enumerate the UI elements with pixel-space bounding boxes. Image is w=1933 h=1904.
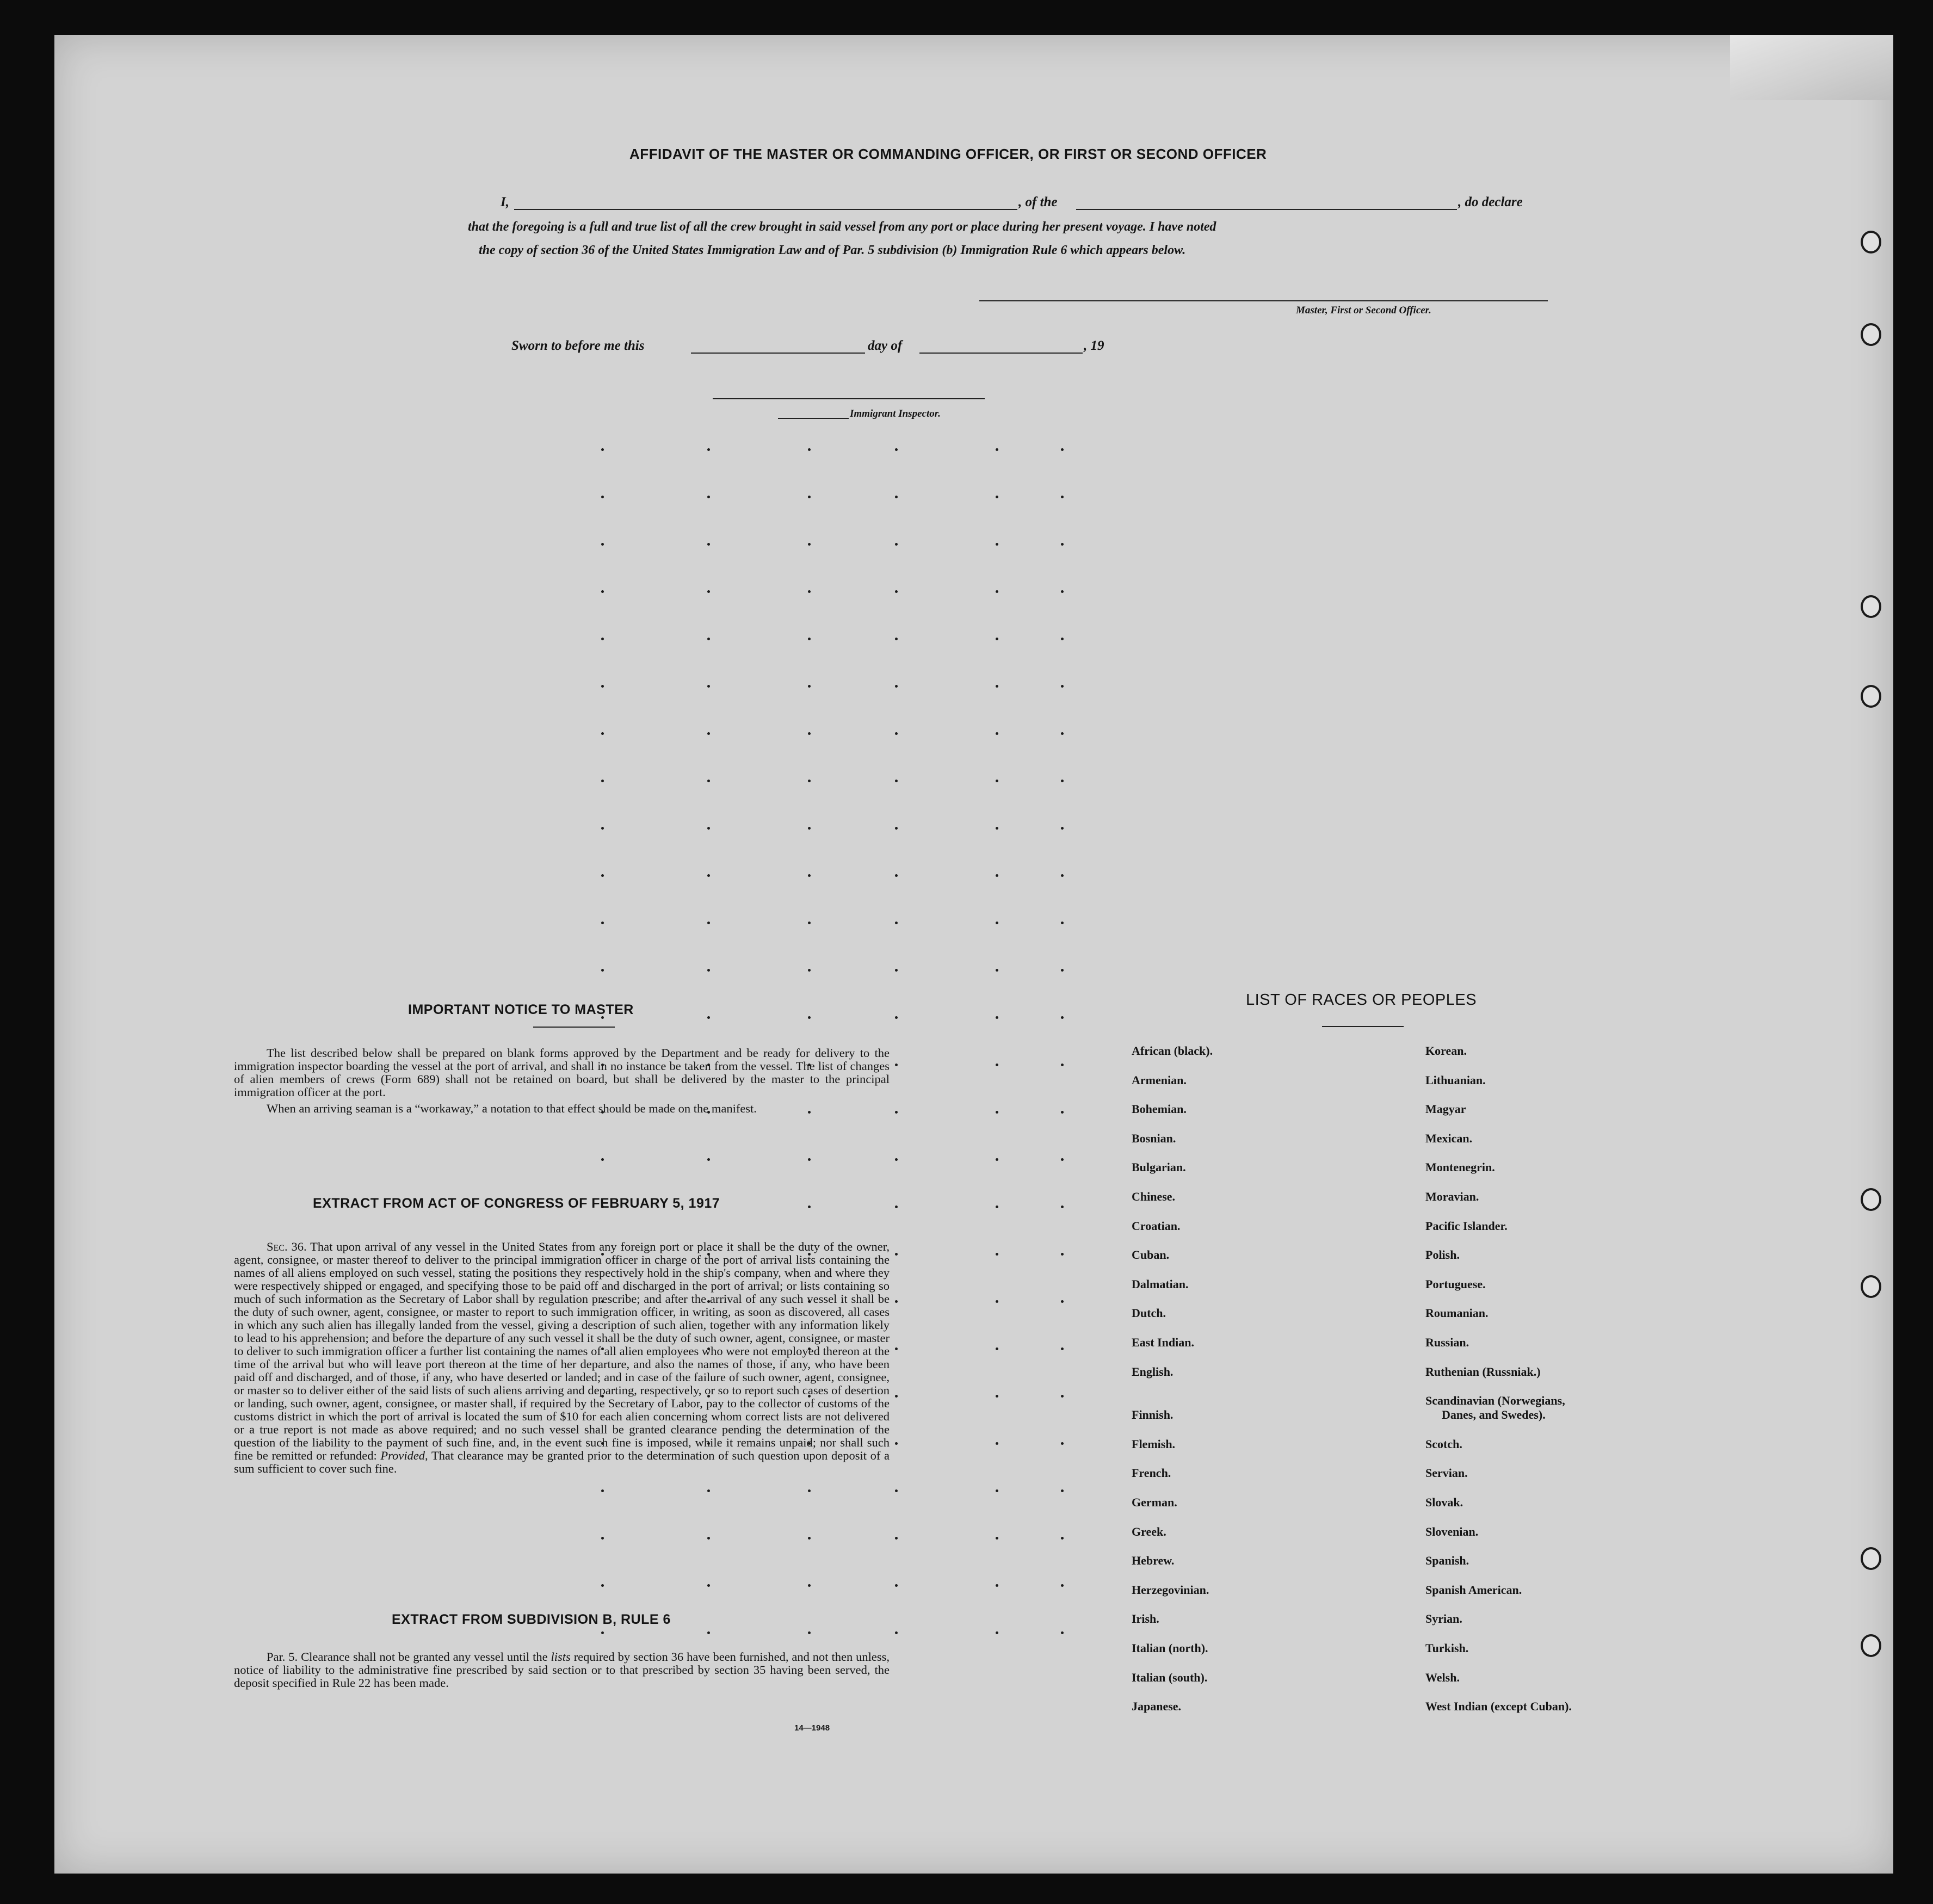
dot bbox=[895, 1489, 898, 1492]
dot bbox=[895, 1347, 898, 1350]
dot bbox=[601, 1158, 604, 1161]
race-item: Croatian. bbox=[1132, 1219, 1181, 1233]
dot bbox=[895, 1584, 898, 1587]
act-text-tail: That clearance may be granted prior to the determination of such question upon deposit of a sum sufficient to cover such fine. bbox=[234, 1449, 890, 1475]
race-item: Danes, and Swedes). bbox=[1442, 1408, 1546, 1422]
dot bbox=[808, 922, 811, 924]
dot bbox=[895, 1631, 898, 1634]
dot bbox=[996, 1631, 998, 1634]
folded-corner bbox=[1730, 35, 1893, 100]
race-item: Roumanian. bbox=[1425, 1306, 1489, 1320]
dot bbox=[996, 732, 998, 735]
dot bbox=[1061, 638, 1064, 640]
dot bbox=[996, 1300, 998, 1303]
dot bbox=[1061, 1016, 1064, 1019]
dot bbox=[895, 638, 898, 640]
races-title-rule bbox=[1322, 1026, 1404, 1027]
dot bbox=[601, 590, 604, 593]
dot bbox=[601, 685, 604, 688]
dot bbox=[707, 1584, 710, 1587]
dot bbox=[707, 1631, 710, 1634]
dot bbox=[1061, 1158, 1064, 1161]
race-item: Turkish. bbox=[1425, 1641, 1469, 1655]
master-signature-label: Master, First or Second Officer. bbox=[1296, 305, 1431, 316]
dot bbox=[895, 780, 898, 782]
race-item: Irish. bbox=[1132, 1612, 1159, 1626]
dot bbox=[996, 780, 998, 782]
dot bbox=[707, 1489, 710, 1492]
punch-hole bbox=[1861, 323, 1881, 346]
race-item: Scandinavian (Norwegians, bbox=[1425, 1394, 1565, 1408]
inspector-signature-line-short bbox=[778, 418, 849, 419]
dot bbox=[808, 874, 811, 877]
race-item: Flemish. bbox=[1132, 1437, 1176, 1451]
dot bbox=[895, 827, 898, 830]
race-item: Portuguese. bbox=[1425, 1277, 1486, 1291]
race-item: Dutch. bbox=[1132, 1306, 1166, 1320]
dot bbox=[1061, 827, 1064, 830]
dot bbox=[996, 638, 998, 640]
dot bbox=[1061, 1111, 1064, 1114]
dot bbox=[895, 1111, 898, 1114]
punch-hole bbox=[1861, 1634, 1881, 1657]
notice-para-1: The list described below shall be prepared on blank forms approved by the Department and be ready for delivery to the immigration inspector boarding the vessel at the port of arrival, and shall in no instance be taken from the vessel. The list of changes of alien members of crews (Form 689) shall not be retained on board, but shall be delivered by the master to the principal immigration officer at the port. bbox=[234, 1046, 890, 1099]
dot bbox=[1061, 1253, 1064, 1256]
dot bbox=[895, 1442, 898, 1445]
dot bbox=[1061, 922, 1064, 924]
dot bbox=[895, 1016, 898, 1019]
dot bbox=[1061, 1300, 1064, 1303]
dot bbox=[996, 1016, 998, 1019]
act-extract-title: EXTRACT FROM ACT OF CONGRESS OF FEBRUARY 5, 1917 bbox=[313, 1196, 720, 1211]
race-item: Lithuanian. bbox=[1425, 1073, 1486, 1087]
dot bbox=[996, 874, 998, 877]
dot bbox=[895, 1206, 898, 1208]
dot bbox=[808, 1584, 811, 1587]
punch-hole bbox=[1861, 231, 1881, 254]
sworn-day-of: day of bbox=[868, 338, 903, 353]
race-item: West Indian (except Cuban). bbox=[1425, 1699, 1572, 1714]
dot bbox=[601, 638, 604, 640]
dot bbox=[808, 827, 811, 830]
races-title: LIST OF RACES OR PEOPLES bbox=[1246, 991, 1477, 1009]
race-item: Bulgarian. bbox=[1132, 1160, 1186, 1174]
dot bbox=[601, 969, 604, 972]
dot bbox=[1061, 685, 1064, 688]
dot bbox=[895, 1300, 898, 1303]
dot bbox=[996, 1111, 998, 1114]
dot bbox=[895, 1537, 898, 1540]
race-item: Montenegrin. bbox=[1425, 1160, 1495, 1174]
race-item: Pacific Islander. bbox=[1425, 1219, 1508, 1233]
race-item: Bosnian. bbox=[1132, 1131, 1176, 1145]
dot bbox=[1061, 590, 1064, 593]
dot bbox=[996, 1064, 998, 1066]
dot bbox=[808, 448, 811, 451]
race-item: Scotch. bbox=[1425, 1437, 1462, 1451]
dot bbox=[601, 496, 604, 498]
dot bbox=[808, 543, 811, 546]
dot bbox=[1061, 732, 1064, 735]
dot bbox=[808, 685, 811, 688]
dot bbox=[895, 969, 898, 972]
dot bbox=[707, 827, 710, 830]
race-item: Korean. bbox=[1425, 1044, 1467, 1058]
notice-para-2: When an arriving seaman is a “workaway,” a notation to that effect should be made on the manifest. bbox=[267, 1102, 757, 1115]
race-item: French. bbox=[1132, 1466, 1171, 1480]
race-item: Italian (north). bbox=[1132, 1641, 1208, 1655]
dot bbox=[601, 1584, 604, 1587]
race-item: Hebrew. bbox=[1132, 1554, 1175, 1568]
punch-hole bbox=[1861, 1547, 1881, 1570]
race-item: African (black). bbox=[1132, 1044, 1213, 1058]
race-item: Slovak. bbox=[1425, 1495, 1463, 1509]
dot bbox=[1061, 1584, 1064, 1587]
sworn-year-prefix: , 19 bbox=[1084, 338, 1104, 353]
dot bbox=[1061, 874, 1064, 877]
dot bbox=[808, 496, 811, 498]
race-item: Chinese. bbox=[1132, 1190, 1176, 1203]
dot bbox=[1061, 780, 1064, 782]
dot bbox=[1061, 1489, 1064, 1492]
race-item: Herzegovinian. bbox=[1132, 1582, 1209, 1597]
dot bbox=[1061, 1537, 1064, 1540]
inspector-label: Immigrant Inspector. bbox=[850, 408, 941, 419]
dot bbox=[996, 1395, 998, 1398]
punch-hole bbox=[1861, 595, 1881, 618]
dot bbox=[601, 732, 604, 735]
race-item: Italian (south). bbox=[1132, 1670, 1208, 1684]
notice-title-rule bbox=[533, 1027, 615, 1028]
dot bbox=[808, 1537, 811, 1540]
race-item: Bohemian. bbox=[1132, 1102, 1187, 1116]
race-item: Magyar bbox=[1425, 1102, 1466, 1116]
dot bbox=[996, 1537, 998, 1540]
rule-text-main: Par. 5. Clearance shall not be granted any vessel until the bbox=[267, 1650, 548, 1664]
dot bbox=[996, 1489, 998, 1492]
dot bbox=[707, 780, 710, 782]
act-section-label: Sec. 36. bbox=[267, 1240, 307, 1253]
dot bbox=[996, 685, 998, 688]
dot bbox=[707, 1537, 710, 1540]
dot bbox=[707, 922, 710, 924]
race-item: Finnish. bbox=[1132, 1408, 1174, 1422]
dot bbox=[601, 543, 604, 546]
dot bbox=[601, 1489, 604, 1492]
race-item: Spanish. bbox=[1425, 1554, 1469, 1568]
race-item: Greek. bbox=[1132, 1524, 1166, 1538]
form-number: 14—1948 bbox=[794, 1723, 830, 1733]
affidavit-title: AFFIDAVIT OF THE MASTER OR COMMANDING OFFICER, OR FIRST OR SECOND OFFICER bbox=[629, 146, 1267, 162]
dot bbox=[895, 1064, 898, 1066]
race-item: Slovenian. bbox=[1425, 1524, 1479, 1538]
rule-text-tail: required by section 36 have been furnished, and not then unless, notice of liability to the administrative fine prescribed by said section or to that prescribed by section 35 having been served, the deposit specified in Rule 22 has been made. bbox=[234, 1650, 890, 1690]
vessel-blank[interactable] bbox=[1076, 209, 1457, 210]
dot bbox=[601, 1631, 604, 1634]
dot bbox=[895, 1158, 898, 1161]
dot bbox=[996, 969, 998, 972]
affidavit-of-the: , of the bbox=[1018, 195, 1058, 209]
race-item: Armenian. bbox=[1132, 1073, 1187, 1087]
dot bbox=[707, 590, 710, 593]
dot bbox=[996, 922, 998, 924]
dot bbox=[996, 590, 998, 593]
dot bbox=[895, 732, 898, 735]
race-item: Dalmatian. bbox=[1132, 1277, 1189, 1291]
punch-hole bbox=[1861, 1275, 1881, 1298]
race-item: Russian. bbox=[1425, 1336, 1469, 1349]
dot bbox=[996, 1347, 998, 1350]
race-item: East Indian. bbox=[1132, 1336, 1194, 1349]
rule-extract-title: EXTRACT FROM SUBDIVISION B, RULE 6 bbox=[392, 1612, 671, 1627]
act-provided: Provided, bbox=[380, 1449, 428, 1462]
inspector-signature-line[interactable] bbox=[713, 398, 985, 399]
sworn-month-blank[interactable] bbox=[919, 353, 1083, 354]
dot bbox=[707, 1158, 710, 1161]
dot bbox=[895, 1395, 898, 1398]
dot bbox=[808, 1158, 811, 1161]
dot bbox=[1061, 1347, 1064, 1350]
dot bbox=[996, 1253, 998, 1256]
dot bbox=[808, 638, 811, 640]
race-item: English. bbox=[1132, 1364, 1174, 1378]
dot bbox=[996, 543, 998, 546]
dot bbox=[601, 780, 604, 782]
dot bbox=[895, 590, 898, 593]
document-page bbox=[54, 35, 1893, 1874]
master-signature-line[interactable] bbox=[979, 300, 1548, 301]
dot bbox=[601, 874, 604, 877]
dot bbox=[895, 922, 898, 924]
dot bbox=[895, 448, 898, 451]
affidavit-statement-1: that the foregoing is a full and true list of all the crew brought in said vessel from any port or place during her present voyage. I have noted bbox=[468, 220, 1216, 234]
sworn-prefix: Sworn to before me this bbox=[511, 338, 645, 353]
race-item: Syrian. bbox=[1425, 1612, 1462, 1626]
race-item: Welsh. bbox=[1425, 1670, 1460, 1684]
dot bbox=[808, 1206, 811, 1208]
dot bbox=[808, 969, 811, 972]
dot bbox=[996, 1206, 998, 1208]
sworn-day-blank[interactable] bbox=[691, 353, 865, 354]
dot bbox=[707, 543, 710, 546]
punch-hole bbox=[1861, 1188, 1881, 1211]
dot bbox=[808, 780, 811, 782]
dot bbox=[895, 496, 898, 498]
race-item: Mexican. bbox=[1425, 1131, 1473, 1145]
rule-extract-body bbox=[234, 1650, 890, 1690]
race-item: Ruthenian (Russniak.) bbox=[1425, 1364, 1541, 1378]
notice-body bbox=[234, 1047, 890, 1115]
dot bbox=[601, 448, 604, 451]
dot bbox=[707, 732, 710, 735]
race-item: Spanish American. bbox=[1425, 1582, 1522, 1597]
dot bbox=[1061, 496, 1064, 498]
dot bbox=[1061, 448, 1064, 451]
dot bbox=[1061, 1395, 1064, 1398]
punch-hole bbox=[1861, 685, 1881, 708]
race-item: Servian. bbox=[1425, 1466, 1468, 1480]
dot bbox=[707, 638, 710, 640]
dot bbox=[808, 590, 811, 593]
dot bbox=[808, 732, 811, 735]
dot bbox=[1061, 1206, 1064, 1208]
dot bbox=[895, 1253, 898, 1256]
race-item: Japanese. bbox=[1132, 1699, 1182, 1714]
rule-lists-word: lists bbox=[551, 1650, 571, 1664]
name-blank[interactable] bbox=[514, 209, 1017, 210]
dot bbox=[808, 1489, 811, 1492]
dot bbox=[707, 496, 710, 498]
dot bbox=[707, 685, 710, 688]
dot bbox=[895, 874, 898, 877]
dot bbox=[1061, 1442, 1064, 1445]
dot bbox=[707, 969, 710, 972]
affidavit-do-declare: , do declare bbox=[1458, 195, 1523, 209]
dot bbox=[808, 1631, 811, 1634]
dot bbox=[1061, 1064, 1064, 1066]
dot bbox=[601, 922, 604, 924]
notice-title: IMPORTANT NOTICE TO MASTER bbox=[408, 1002, 634, 1017]
act-extract-body bbox=[234, 1240, 890, 1475]
dot bbox=[707, 448, 710, 451]
dot bbox=[996, 496, 998, 498]
affidavit-statement-2: the copy of section 36 of the United States Immigration Law and of Par. 5 subdivision (b) Immigration Rule 6 which appears below. bbox=[479, 243, 1186, 257]
dot bbox=[1061, 543, 1064, 546]
act-text-main: That upon arrival of any vessel in the United States from any foreign port or place it shall be the duty of the owner, agent, consignee, or master thereof to deliver to the principal immigration officer in charge of the port of arrival lists containing the names of all aliens employed on such vessel, stating the positions they respectively hold in the ship's company, when and where they were respectively shipped or engaged, and specifying those to be paid off and discharged in the port of arrival; or lists containing so much of such information as the Secretary of Labor shall by regulation prescribe; and after the arrival of any such vessel it shall be the duty of such owner, agent, consignee, or master to report to such immigration officer, in writing, as soon as discovered, all cases in which any such alien has illegally landed from the vessel, giving a description of such alien, together with any information likely to lead to his apprehension; and before the departure of any such vessel it shall be the duty of such owner, agent, consignee, or master to deliver to such immigration officer a further list containing the names of all alien employees who were not employed thereon at the time of the arrival but who will leave port thereon at the time of her departure, and also the names of those, if any, who have been paid off and discharged, and of those, if any, who have deserted or landed; and in case of the failure of such owner, agent, consignee, or master so to deliver either of the said lists of such aliens arriving and departing, respectively, or so to report such cases of desertion or landing, such owner, agent, consignee, or master shall, if required by the Secretary of Labor, pay to the collector of customs of the customs district in which the port of arrival is located the sum of $10 for each alien concerning whom correct lists are not delivered or a true report is not made as above required; and no such vessel shall be granted clearance pending the determination of the question of the liability to the payment of such fine, and, in the event such fine is imposed, while it remains unpaid; nor shall such fine be remitted or refunded: bbox=[234, 1240, 890, 1462]
dot bbox=[895, 685, 898, 688]
race-item: Moravian. bbox=[1425, 1190, 1479, 1203]
race-item: German. bbox=[1132, 1495, 1177, 1509]
dot bbox=[1061, 1631, 1064, 1634]
dot bbox=[996, 448, 998, 451]
dot bbox=[808, 1016, 811, 1019]
race-item: Cuban. bbox=[1132, 1248, 1170, 1262]
race-item: Polish. bbox=[1425, 1248, 1460, 1262]
affidavit-i-prefix: I, bbox=[501, 195, 509, 209]
dot bbox=[707, 1016, 710, 1019]
dot bbox=[601, 827, 604, 830]
dot bbox=[996, 827, 998, 830]
dot bbox=[707, 874, 710, 877]
dot bbox=[996, 1158, 998, 1161]
dot bbox=[996, 1584, 998, 1587]
dot bbox=[996, 1442, 998, 1445]
dot bbox=[601, 1537, 604, 1540]
dot bbox=[1061, 969, 1064, 972]
dot bbox=[895, 543, 898, 546]
